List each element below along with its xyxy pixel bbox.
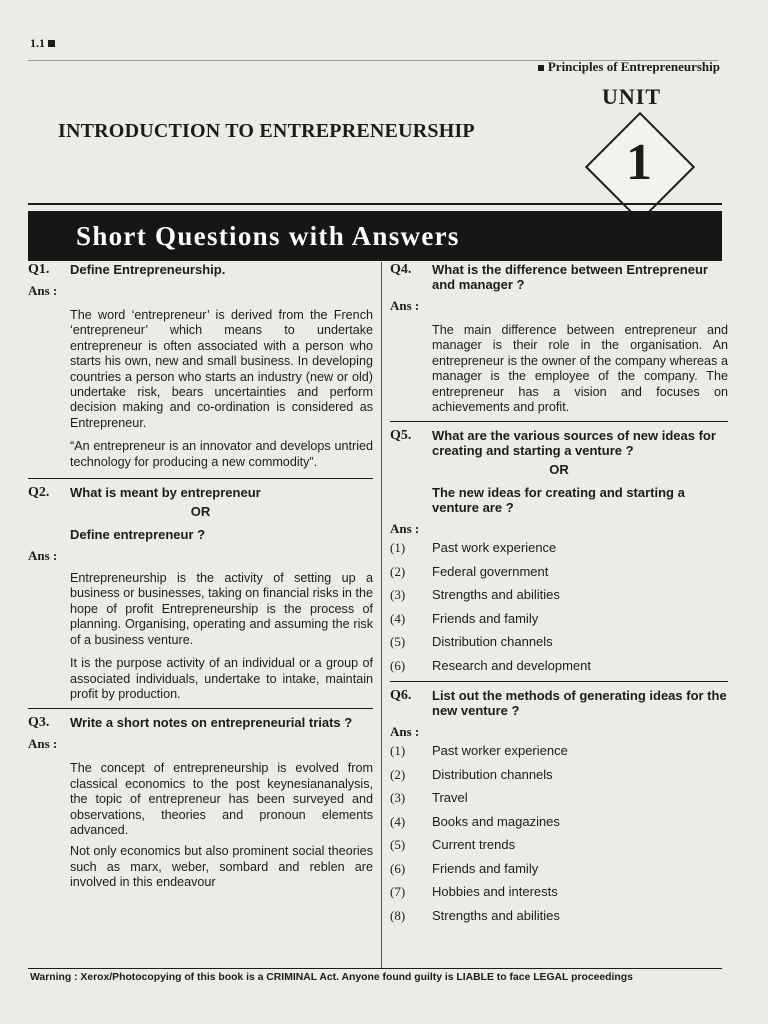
answer-paragraph: Not only economics but also prominent social theories such as marx, weber, sombard and reblen are involved in this endeavour <box>70 844 373 890</box>
answer-label: Ans : <box>28 283 58 298</box>
answer-paragraph: The word ‘entrepreneur’ is derived from the French ‘entrepreneur’ which means to undertake entrepreneur is often associated with a person who starts his own, new and small business. In developing countries a person who starts an industry (new or old) undertake risk, bears uncertainties and perform decision making and co-ordination is considered as Entrepreneur. <box>70 308 373 430</box>
list-item: (2) Federal government <box>390 563 549 579</box>
question-q1 <box>28 262 373 277</box>
or-separator: OR <box>190 504 211 520</box>
answer-paragraph: It is the purpose activity of an individual or a group of associated individuals, undertake to intake, maintain profit by production. <box>70 656 373 701</box>
left-column <box>28 262 373 891</box>
question-number: Q3. <box>28 715 50 731</box>
or-separator: OR <box>549 462 569 478</box>
question-text: List out the methods of generating ideas for the new venture ? <box>432 688 727 719</box>
question-q3 <box>28 715 373 730</box>
question-number: Q1. <box>28 262 50 277</box>
square-bullet-icon <box>48 40 55 47</box>
question-q2 <box>28 485 373 500</box>
list-item: (4) Friends and family <box>390 610 539 626</box>
question-text: What are the various sources of new ideas for creating and starting a venture ? <box>432 428 716 459</box>
page-number: 1.1 <box>30 36 55 51</box>
section-divider <box>28 478 373 479</box>
section-divider <box>28 708 373 709</box>
section-divider <box>390 421 728 422</box>
unit-number: 1 <box>626 134 652 191</box>
question-q5 <box>390 428 728 458</box>
question-alt-text: The new ideas for creating and starting a venture are ? <box>432 485 685 516</box>
list-item: (1) Past worker experience <box>390 743 568 759</box>
list-item: (1) Past work experience <box>390 540 557 556</box>
question-text: What is meant by entrepreneur <box>70 485 261 501</box>
chapter-title: INTRODUCTION TO ENTREPRENEURSHIP <box>58 120 475 142</box>
list-item: (5) Distribution channels <box>390 634 553 650</box>
sources-list <box>390 536 728 677</box>
answer-paragraph: The main difference between entrepreneur and manager is their role in the organisation. An entrepreneur is the owner of the company whereas a manager is the employee of the company. The entrepreneur has a vision and focuses on achievements and profit. <box>432 323 728 415</box>
list-item: (2) Distribution channels <box>390 766 553 782</box>
methods-list <box>390 739 728 927</box>
list-item: (4) Books and magazines <box>390 813 560 829</box>
list-item: (7) Hobbies and interests <box>390 884 558 900</box>
answer-label: Ans : <box>390 724 420 740</box>
question-number: Q5. <box>390 428 412 444</box>
answer-label: Ans : <box>390 521 420 537</box>
section-banner: Short Questions with Answers <box>28 211 722 261</box>
question-q4 <box>390 262 728 292</box>
list-item: (3) Travel <box>390 790 468 806</box>
list-item: (5) Current trends <box>390 837 516 853</box>
list-item: (3) Strengths and abilities <box>390 587 560 603</box>
question-text: Write a short notes on entrepreneurial triats ? <box>70 715 353 731</box>
unit-label: UNIT <box>602 84 662 109</box>
list-item: (6) Friends and family <box>390 860 539 876</box>
banner-rule <box>28 203 722 205</box>
list-item: (6) Research and development <box>390 657 591 673</box>
column-divider <box>381 262 382 968</box>
footer-warning: Warning : Xerox/Photocopying of this book is a CRIMINAL Act. Anyone found guilty is LIABLE to face LEGAL proceedings <box>30 972 633 983</box>
question-alt-text: Define entrepreneur ? <box>70 527 206 543</box>
question-q6 <box>390 688 728 718</box>
question-number: Q4. <box>390 262 412 277</box>
right-column <box>390 262 728 927</box>
question-text: What is the difference between Entrepreneur and manager ? <box>432 262 708 292</box>
answer-label: Ans : <box>28 736 58 752</box>
answer-label: Ans : <box>28 548 58 564</box>
question-number: Q6. <box>390 688 412 704</box>
answer-paragraph: “An entrepreneur is an innovator and develops untried technology for producing a new commodity”. <box>70 439 373 469</box>
answer-paragraph: Entrepreneurship is the activity of setting up a business or businesses, taking on financial risks in the hope of profit Entrepreneurship is the process of planning. Organising, operating and assuming the risk of a business venture. <box>70 571 373 647</box>
footer-rule <box>28 968 722 969</box>
section-divider <box>390 681 728 682</box>
question-text: Define Entrepreneurship. <box>70 262 226 277</box>
answer-paragraph: The concept of entrepreneurship is evolved from classical economics to the post keynesiananalysis, the topic of entrepreneur has been surveyed and observations, theories and pronoun elements advanced. <box>70 761 373 837</box>
list-item: (8) Strengths and abilities <box>390 907 560 923</box>
answer-label: Ans : <box>390 298 420 313</box>
running-header: Principles of Entrepreneurship <box>538 59 720 75</box>
question-number: Q2. <box>28 485 50 501</box>
square-bullet-icon <box>538 65 544 71</box>
